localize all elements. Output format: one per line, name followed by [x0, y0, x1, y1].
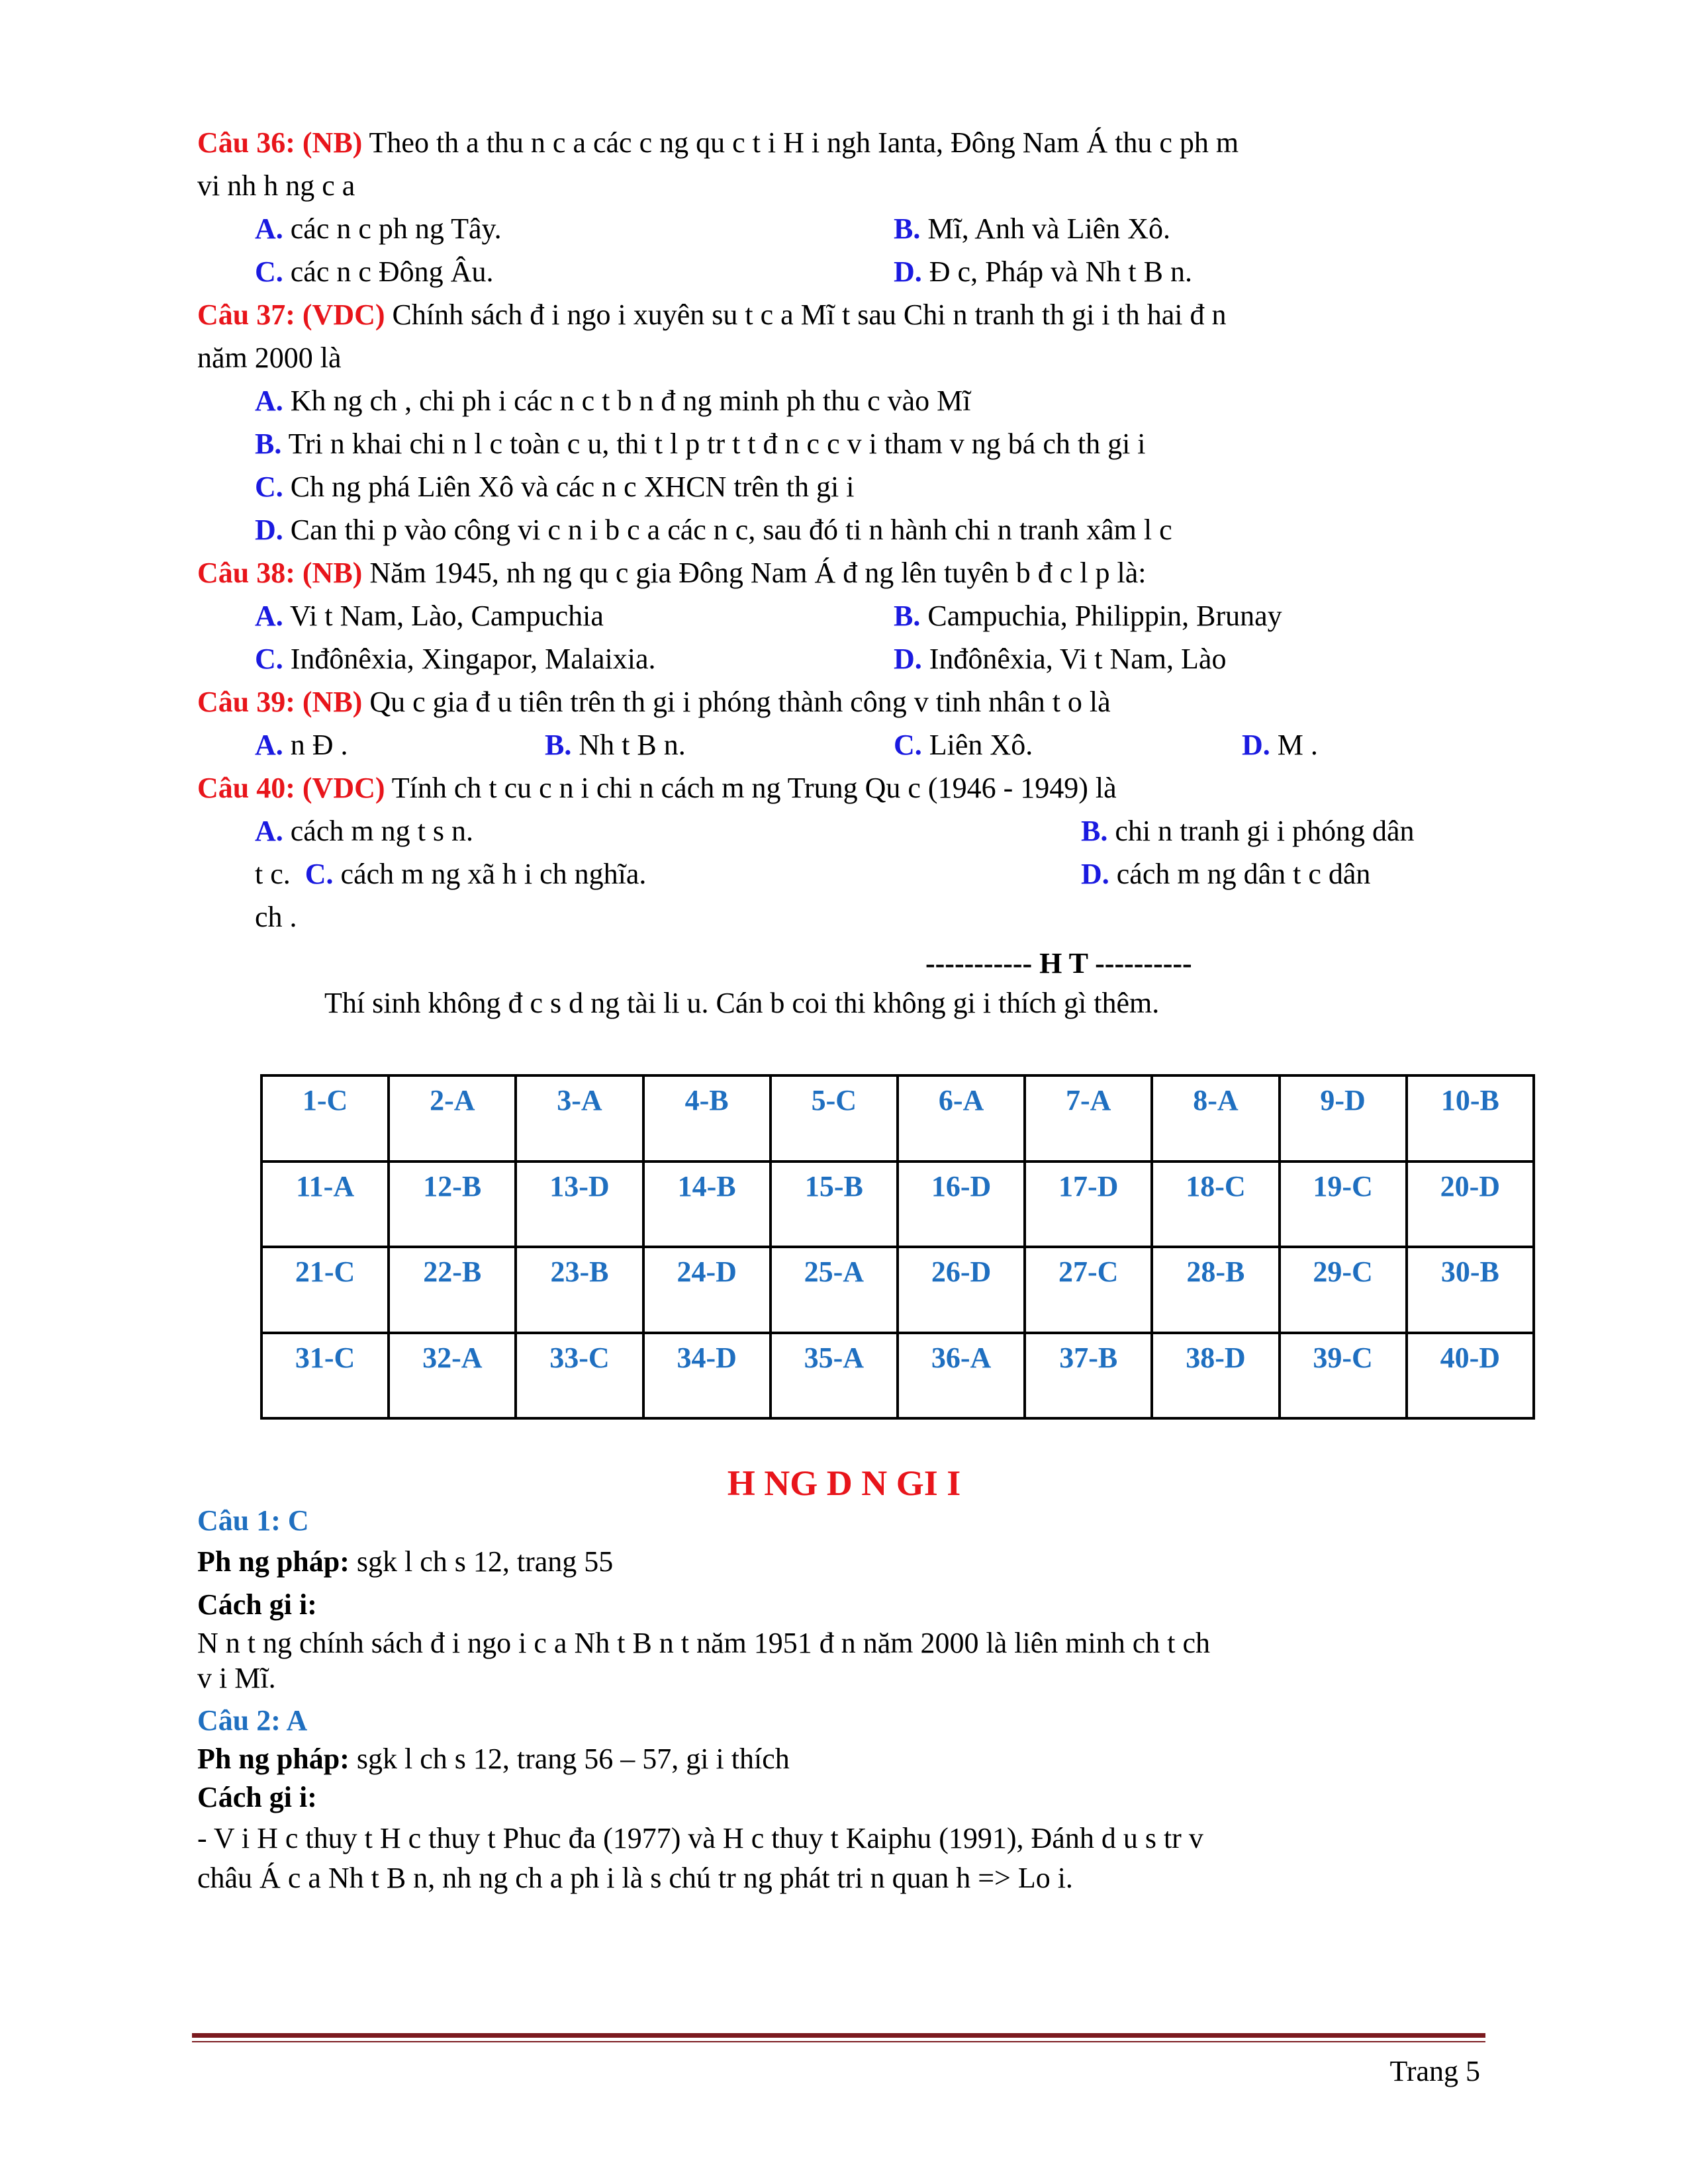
q40-line3: ch .	[255, 901, 297, 933]
q39-option-c: C. Liên Xô.	[894, 729, 1033, 761]
q39-option-d: D. M .	[1242, 729, 1318, 761]
answer-cell: 23-B	[516, 1247, 643, 1333]
answer-cell: 6-A	[898, 1075, 1025, 1161]
answer-cell: 38-D	[1152, 1333, 1279, 1419]
answer-cell: 4-B	[643, 1075, 771, 1161]
guide-title: H NG D N GI I	[727, 1463, 961, 1503]
q37-text: Chính sách đ i ngo i xuyên su t c a Mĩ t sau Chi n tranh th gi i th hai đ n	[385, 298, 1227, 331]
footer-rule	[192, 2033, 1485, 2038]
q38-option-b: B. Campuchia, Philippin, Brunay	[894, 600, 1282, 632]
answer-cell: 24-D	[643, 1247, 771, 1333]
guide-c1-solve-line2: v i Mĩ.	[197, 1662, 276, 1694]
answer-row	[261, 1075, 1534, 1161]
answer-cell: 27-C	[1025, 1247, 1152, 1333]
answer-cell: 18-C	[1152, 1161, 1279, 1248]
guide-c1-method: Ph ng pháp: sgk l ch s 12, trang 55	[197, 1545, 614, 1578]
q40-text: Tính ch t cu c n i chi n cách m ng Trung Qu c (1946 - 1949) là	[385, 772, 1117, 804]
answer-cell: 17-D	[1025, 1161, 1152, 1248]
answer-cell: 10-B	[1407, 1075, 1534, 1161]
q37-line2: năm 2000 là	[197, 341, 342, 374]
q38-option-c: C. Inđônêxia, Xingapor, Malaixia.	[255, 643, 656, 675]
q38-text: Năm 1945, nh ng qu c gia Đông Nam Á đ ng lên tuyên b đ c l p là:	[362, 557, 1147, 589]
q40-line1	[197, 770, 1117, 807]
answer-cell: 14-B	[643, 1161, 771, 1248]
answer-cell: 35-A	[771, 1333, 898, 1419]
q37-label: Câu 37: (VDC)	[197, 298, 385, 331]
q40-option-b: B. chi n tranh gi i phóng dân	[1081, 815, 1415, 847]
q39-line1	[197, 684, 1111, 721]
q38-line1	[197, 555, 1146, 592]
answer-cell: 2-A	[389, 1075, 516, 1161]
q37-option-a: A. Kh ng ch , chi ph i các n c t b n đ ng minh ph thu c vào Mĩ	[255, 385, 971, 417]
q39-option-a: A. n Đ .	[255, 729, 348, 761]
guide-c1-solve-label: Cách gi i:	[197, 1588, 317, 1621]
page-number: Trang 5	[1389, 2055, 1480, 2087]
q38-option-d: D. Inđônêxia, Vi t Nam, Lào	[894, 643, 1227, 675]
guide-c2-solve-line2: châu Á c a Nh t B n, nh ng ch a ph i là s chú tr ng phát tri n quan h => Lo i.	[197, 1862, 1073, 1894]
answer-cell: 9-D	[1280, 1075, 1407, 1161]
answer-row	[261, 1161, 1534, 1248]
q39-text: Qu c gia đ u tiên trên th gi i phóng thành công v tinh nhân t o là	[362, 686, 1111, 718]
q40-option-d: D. cách m ng dân t c dân	[1081, 858, 1371, 890]
answer-cell: 15-B	[771, 1161, 898, 1248]
q38-option-a: A. Vi t Nam, Lào, Campuchia	[255, 600, 604, 632]
answer-cell: 26-D	[898, 1247, 1025, 1333]
guide-c2-solve-line1: - V i H c thuy t H c thuy t Phuc đa (1977) và H c thuy t Kaiphu (1991), Đánh d u s tr v	[197, 1822, 1203, 1854]
footer-rule-thin	[192, 2041, 1485, 2042]
answer-cell: 21-C	[261, 1247, 389, 1333]
answer-cell: 36-A	[898, 1333, 1025, 1419]
end-mark: ----------- H T ----------	[925, 947, 1192, 979]
answer-cell: 22-B	[389, 1247, 516, 1333]
q38-label: Câu 38: (NB)	[197, 557, 363, 589]
guide-c2-head: Câu 2: A	[197, 1704, 308, 1737]
answer-row	[261, 1333, 1534, 1419]
guide-c2-solve-label: Cách gi i:	[197, 1781, 317, 1813]
guide-c1-solve-line1: N n t ng chính sách đ i ngo i c a Nh t B n t năm 1951 đ n năm 2000 là liên minh ch t ch	[197, 1627, 1210, 1659]
answer-cell: 11-A	[261, 1161, 389, 1248]
q36-line2: vi nh h ng c a	[197, 169, 355, 202]
answer-cell: 40-D	[1407, 1333, 1534, 1419]
q36-text: Theo th a thu n c a các c ng qu c t i H i ngh Ianta, Đông Nam Á thu c ph m	[362, 126, 1239, 159]
q37-line1	[197, 296, 1227, 334]
answer-cell: 39-C	[1280, 1333, 1407, 1419]
answer-cell: 20-D	[1407, 1161, 1534, 1248]
answer-cell: 25-A	[771, 1247, 898, 1333]
q36-label: Câu 36: (NB)	[197, 126, 363, 159]
answer-cell: 28-B	[1152, 1247, 1279, 1333]
answer-cell: 3-A	[516, 1075, 643, 1161]
answer-cell: 1-C	[261, 1075, 389, 1161]
answer-cell: 7-A	[1025, 1075, 1152, 1161]
answer-cell: 5-C	[771, 1075, 898, 1161]
answer-table	[260, 1074, 1535, 1420]
answer-cell: 30-B	[1407, 1247, 1534, 1333]
answer-cell: 8-A	[1152, 1075, 1279, 1161]
q37-option-c: C. Ch ng phá Liên Xô và các n c XHCN trên th gi i	[255, 471, 855, 503]
answer-cell: 33-C	[516, 1333, 643, 1419]
q40-label: Câu 40: (VDC)	[197, 772, 385, 804]
answer-cell: 34-D	[643, 1333, 771, 1419]
guide-c1-head: Câu 1: C	[197, 1504, 309, 1537]
answer-cell: 32-A	[389, 1333, 516, 1419]
q36-option-d: D. Đ c, Pháp và Nh t B n.	[894, 255, 1192, 288]
answer-cell: 31-C	[261, 1333, 389, 1419]
answer-cell: 16-D	[898, 1161, 1025, 1248]
q36-option-c: C. các n c Đông Âu.	[255, 255, 494, 288]
answer-cell: 29-C	[1280, 1247, 1407, 1333]
guide-c2-method: Ph ng pháp: sgk l ch s 12, trang 56 – 57, gi i thích	[197, 1743, 790, 1775]
answer-cell: 37-B	[1025, 1333, 1152, 1419]
q37-option-d: D. Can thi p vào công vi c n i b c a các n c, sau đó ti n hành chi n tranh xâm l c	[255, 514, 1172, 546]
answer-cell: 13-D	[516, 1161, 643, 1248]
answer-cell: 12-B	[389, 1161, 516, 1248]
q36-option-b: B. Mĩ, Anh và Liên Xô.	[894, 212, 1170, 245]
q39-option-b: B. Nh t B n.	[545, 729, 686, 761]
q37-option-b: B. Tri n khai chi n l c toàn c u, thi t l p tr t t đ n c c v i tham v ng bá ch th gi i	[255, 428, 1146, 460]
q36-line1	[197, 124, 1239, 161]
q40-option-c: t c. C. cách m ng xã h i ch nghĩa.	[255, 858, 647, 890]
q40-option-a: A. cách m ng t s n.	[255, 815, 473, 847]
q39-label: Câu 39: (NB)	[197, 686, 363, 718]
exam-note: Thí sinh không đ c s d ng tài li u. Cán b coi thi không gi i thích gì thêm.	[324, 987, 1160, 1019]
q36-option-a: A. các n c ph ng Tây.	[255, 212, 502, 245]
answer-row	[261, 1247, 1534, 1333]
answer-cell: 19-C	[1280, 1161, 1407, 1248]
